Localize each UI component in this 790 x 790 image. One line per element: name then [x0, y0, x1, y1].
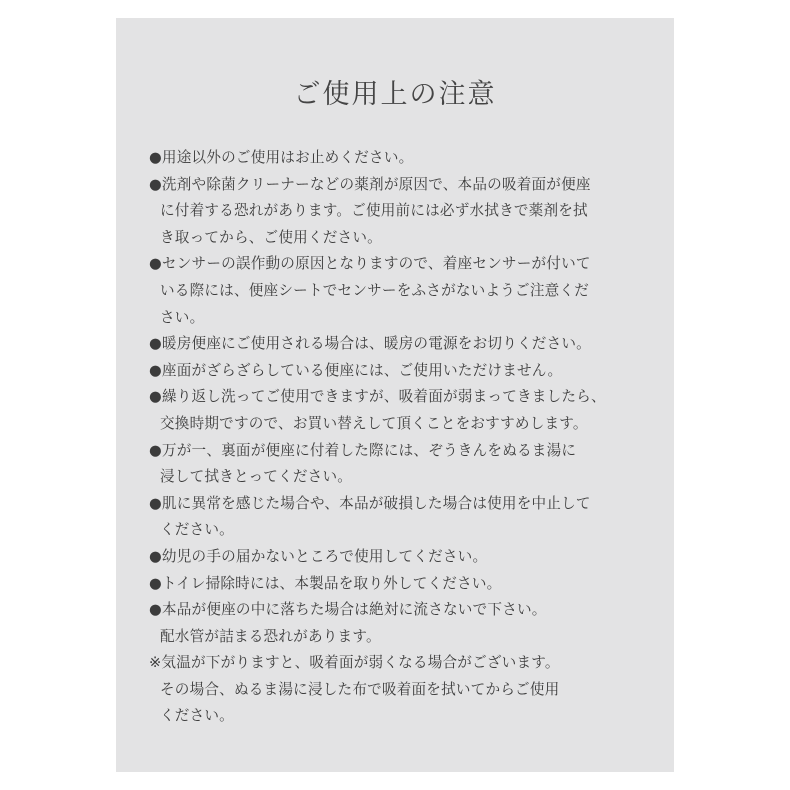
caution-line: に付着する恐れがあります。ご使用前には必ず水拭きで薬剤を拭: [160, 202, 588, 220]
caution-note-line: ※気温が下がりますと、吸着面が弱くなる場合がございます。: [149, 654, 560, 672]
caution-note-line: その場合、ぬるま湯に浸した布で吸着面を拭いてからご使用: [160, 680, 560, 698]
caution-line: 配水管が詰まる恐れがあります。: [160, 627, 381, 645]
caution-line: 浸して拭きとってください。: [160, 468, 353, 486]
caution-line: き取ってから、ご使用ください。: [160, 228, 382, 246]
caution-line: ●肌に異常を感じた場合や、本品が破損した場合は使用を中止して: [149, 494, 591, 512]
caution-line: ●用途以外のご使用はお止めください。: [149, 149, 414, 166]
caution-line: ●万が一、裏面が便座に付着した際には、ぞうきんをぬるま湯に: [149, 441, 577, 459]
caution-line: ください。: [160, 521, 234, 539]
caution-line: ●センサーの誤作動の原因となりますので、着座センサーが付いて: [149, 255, 591, 273]
caution-list: [149, 145, 669, 730]
caution-line: さい。: [160, 308, 205, 326]
page-title: ご使用上の注意: [293, 79, 497, 110]
caution-line: ●座面がざらざらしている便座には、ご使用いただけません。: [149, 361, 563, 379]
caution-line: ●本品が便座の中に落ちた場合は絶対に流さないで下さい。: [149, 601, 547, 619]
caution-line: ●幼児の手の届かないところで使用してください。: [149, 547, 488, 565]
caution-line: 交換時期ですので、お買い替えして頂くことをおすすめします。: [160, 414, 588, 432]
caution-line: ●トイレ掃除時には、本製品を取り外してください。: [149, 574, 502, 592]
caution-line: ●洗剤や除菌クリーナーなどの薬剤が原因で、本品の吸着面が便座: [149, 175, 591, 193]
caution-line: ●繰り返し洗ってご使用できますが、吸着面が弱まってきましたら、: [149, 388, 606, 406]
caution-line: ●暖房便座にご使用される場合は、暖房の電源をお切りください。: [149, 335, 591, 353]
caution-line: いる際には、便座シートでセンサーをふさがないようご注意くだ: [160, 281, 590, 299]
caution-panel: [116, 18, 674, 772]
caution-note-line: ください。: [160, 707, 234, 725]
